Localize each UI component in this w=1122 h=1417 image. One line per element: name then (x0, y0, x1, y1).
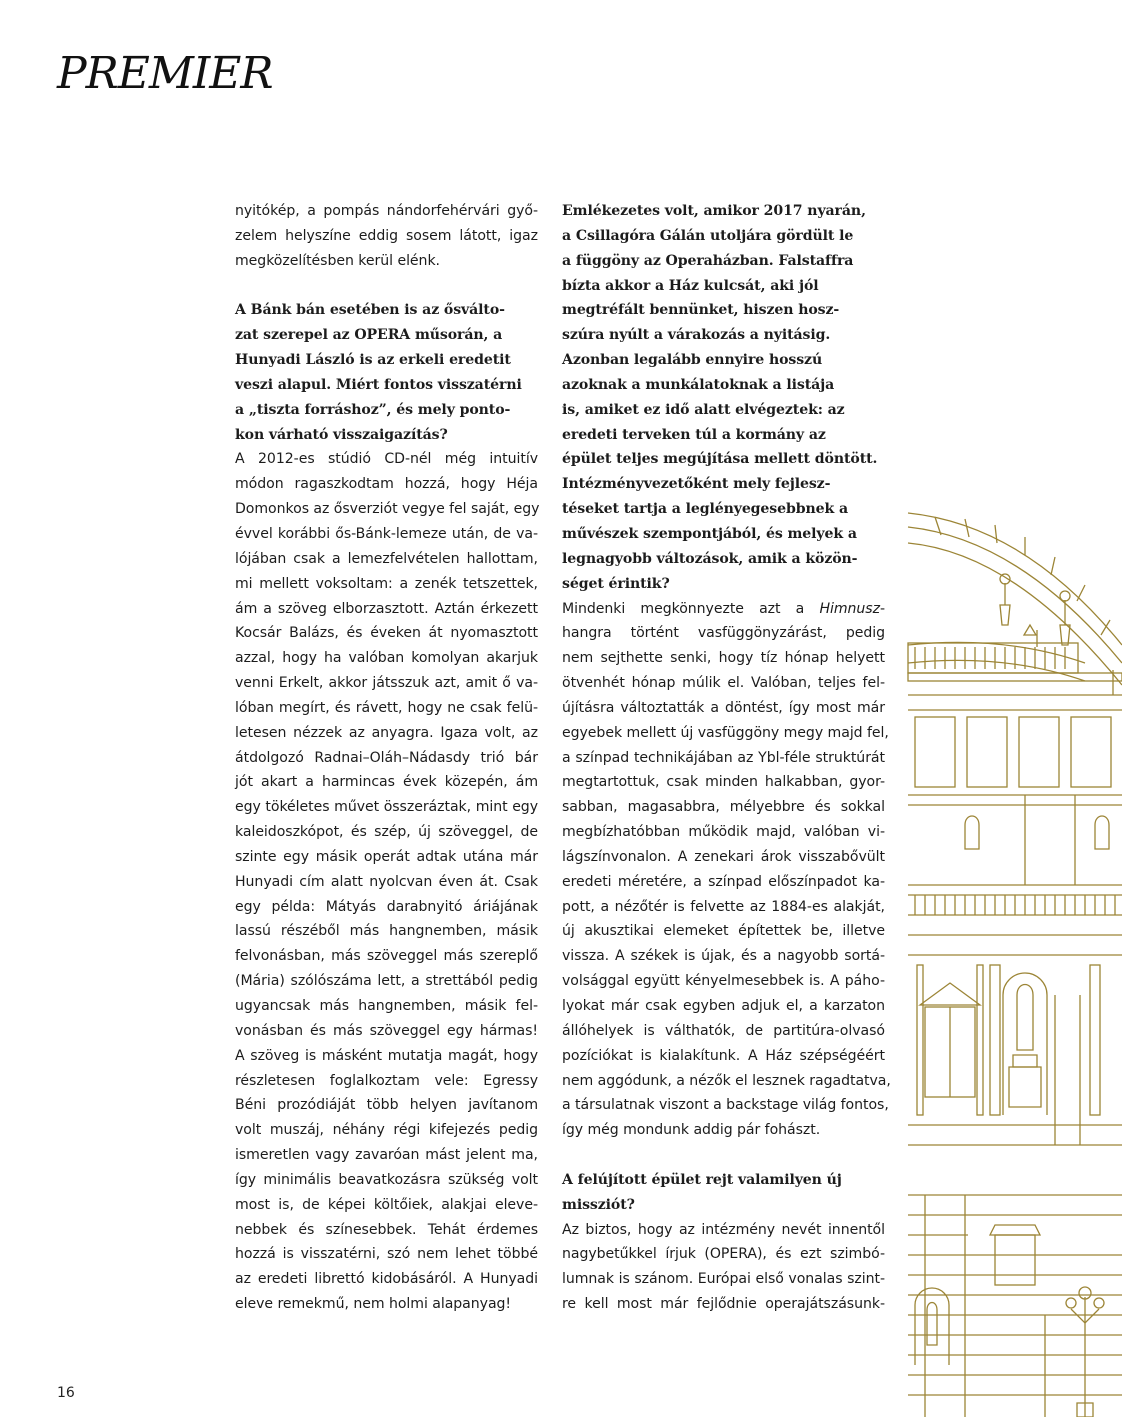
page-number: 16 (57, 1385, 75, 1401)
question-line: megtréfált bennünket, hiszen hosz- (562, 302, 840, 319)
finials (1000, 574, 1113, 695)
text-line: azzal, hogy ha valóban komolyan akarjuk (235, 650, 538, 667)
text-line: letesen nézzek az anyagra. Igaza volt, az (235, 724, 538, 741)
text-line: vonásban és más szöveggel egy hármas! (235, 1022, 538, 1039)
italic-title: Himnusz (819, 600, 880, 617)
question-line: téseket tartja a leglényegesebbnek a (562, 501, 849, 518)
text-line: Béni prozódiáját több helyen javítanom (235, 1097, 538, 1114)
interview-answer (562, 1218, 885, 1317)
interview-question (562, 1168, 885, 1218)
text-line: volt muszáj, néhány régi kifejezés pedig (235, 1122, 538, 1139)
question-line: azoknak a munkálatoknak a listája (562, 376, 835, 393)
text-line: az eredeti librettó kidobásáról. A Hunyadi (235, 1271, 538, 1288)
article-column-left (235, 199, 538, 1317)
text-line: pott, a nézőtér is felvette az 1884-es alakját, (562, 898, 885, 915)
text-line: pozíciókat is kialakítunk. A Ház szépségéért (562, 1047, 885, 1064)
interview-question (235, 298, 538, 447)
text-line: hozzá is visszatérni, szó nem lehet többé (235, 1246, 538, 1263)
text-line: megközelítésben kerül elénk. (235, 252, 440, 269)
text-line: átdolgozó Radnai–Oláh–Nádasdy trió bár (235, 749, 538, 766)
text-line: nem sejthette senki, hogy tíz hónap helyett (562, 650, 885, 667)
question-line: veszi alapul. Miért fontos visszatérni (235, 376, 522, 393)
text-line: a színpad technikájában az Ybl-féle struktúrát (562, 749, 885, 766)
text-line: mi mellett voksoltam: a zenék tetszettek, (235, 575, 538, 592)
text-line: most is, de képei költőiek, alakjai eleve- (235, 1196, 538, 1213)
intro-paragraph (235, 199, 538, 274)
question-line: a Csillagóra Gálán utoljára gördült le (562, 227, 854, 244)
text-line: nagybetűkkel írjuk (OPERA), és ezt szimbó- (562, 1246, 885, 1263)
lower-facade (908, 1125, 1122, 1417)
text-line: hangra történt vasfüggönyzárást, pedig (562, 625, 885, 642)
text-line: megbízhatóbban működik majd, valóban vi- (562, 824, 885, 841)
masthead: PREMIER (57, 48, 273, 99)
text-line: lóban megírt, és rávett, hogy ne csak felü- (235, 699, 538, 716)
text-line: évvel korábbi ős-Bánk-lemeze után, de va- (235, 525, 538, 542)
text-line: állóhelyek is válthatók, de partitúra-olvasó (562, 1022, 885, 1039)
interview-question (562, 199, 885, 597)
interview-answer (235, 447, 538, 1317)
question-line: kon várható visszaigazítás? (235, 426, 448, 443)
text-line: venni Erkelt, akkor játsszuk azt, amit ő va- (235, 675, 538, 692)
question-line: Azonban legalább ennyire hosszú (562, 352, 823, 369)
question-line: Hunyadi László is az erkeli eredetit (235, 352, 511, 369)
text-line: nem aggódunk, a nézők el lesznek ragadtatva, (562, 1072, 891, 1089)
text-line: (Mária) szólószáma lett, a strettából pedig (235, 973, 538, 990)
text-line: nebbek és színesebbek. Tehát érdemes (235, 1221, 538, 1238)
text-line: szinte egy másik operát adtak utána már (235, 848, 538, 865)
text-line: a társulatnak viszont a backstage világ fontos, (562, 1097, 889, 1114)
text-line: így még mondunk addig pár fohászt. (562, 1122, 821, 1139)
text-line: egy tökéletes művet összeráztak, mint egy (235, 799, 538, 816)
text-run: - (879, 600, 885, 617)
question-line: Intézményvezetőként mely fejlesz- (562, 476, 831, 493)
text-line: zelem helyszíne eddig sosem látott, igaz (235, 227, 538, 244)
text-line: Kocsár Balázs, és éveken át nyomasztott (235, 625, 538, 642)
text-line: lassú részéből más hangnemben, másik (235, 923, 538, 940)
question-line: szúra nyúlt a várakozás a nyitásig. (562, 327, 831, 344)
text-line: nyitókép, a pompás nándorfehérvári győ- (235, 203, 538, 219)
text-line: egyebek mellett új vasfüggöny megy majd fel, (562, 724, 889, 741)
text-line (562, 597, 885, 622)
question-line: legnagyobb változások, amik a közön- (562, 550, 858, 567)
question-line: Emlékezetes volt, amikor 2017 nyarán, (562, 203, 866, 219)
question-line: zat szerepel az OPERA műsorán, a (235, 327, 503, 344)
text-line: lyokat már csak egyben adjuk el, a karzaton (562, 998, 885, 1014)
question-line: séget érintik? (562, 575, 670, 592)
text-line: lumnak is szánom. Európai első vonalas szint- (562, 1271, 885, 1288)
text-line: ötvenhét hónap múlik el. Valóban, teljes fel- (562, 675, 885, 692)
question-line: A felújított épület rejt valamilyen új (562, 1171, 842, 1188)
text-line: így minimális beavatkozásra szükség volt (235, 1171, 538, 1188)
text-line: vissza. A székek is újak, és a nagyobb sortá- (562, 948, 885, 965)
statues-frieze (908, 795, 1122, 955)
text-line: Domonkos az ősverziót vegye fel saját, egy (235, 501, 540, 518)
question-line: bízta akkor a Ház kulcsát, aki jól (562, 277, 819, 294)
text-line: lójában csak a lemezfelvételen hallottam, (235, 550, 538, 567)
text-line: eredeti méretére, a színpad előszínpadot ka- (562, 873, 885, 890)
text-line: ugyancsak más hangnemben, másik fel- (235, 998, 538, 1014)
text-line: re kell most már fejlődnie operajátszásunk- (562, 1296, 885, 1313)
question-line: a „tiszta forráshoz”, és mely ponto- (235, 401, 511, 418)
opera-house-illustration (905, 495, 1122, 1417)
text-line: Hunyadi cím alatt nyolcvan éven át. Csak (235, 873, 538, 890)
text-line: új akusztikai elemeket építettek be, illetve (562, 923, 885, 940)
text-line: módon ragaszkodtam hozzá, hogy Héja (235, 476, 538, 493)
text-run: Mindenki megkönnyezte azt a (562, 600, 820, 617)
article-column-right (562, 199, 891, 1317)
street-lamp (1066, 1287, 1104, 1417)
upper-windows (908, 695, 1122, 805)
question-line: épület teljes megújítása mellett döntött. (562, 451, 878, 468)
question-line: a függöny az Operaházban. Falstaffra (562, 252, 854, 269)
text-line: Az biztos, hogy az intézmény nevét innentől (562, 1221, 885, 1238)
text-line: volsággal együtt kényelmesebbek is. A páho- (562, 973, 885, 990)
text-line: lágszínvonalon. A zenekari árok visszabővült (562, 848, 885, 865)
question-line: eredeti terveken túl a kormány az (562, 426, 826, 443)
question-line: missziót? (562, 1196, 635, 1213)
text-line: jót akart a harmincas évek közepén, ám (235, 774, 538, 791)
text-line: egy példa: Mátyás darabnyitó áriájának (235, 898, 538, 915)
niche-statue (1003, 973, 1080, 1145)
question-line: is, amiket ez idő alatt elvégeztek: az (562, 401, 845, 418)
text-line: ám a szöveg elborzasztott. Aztán érkezett (235, 600, 538, 617)
interview-answer (562, 597, 891, 1144)
question-line: művészek szempontjából, és melyek a (562, 525, 857, 542)
text-line: ismeretlen vagy zavaróan mást jelent ma, (235, 1147, 538, 1164)
question-line: A Bánk bán esetében is az ősváltо- (235, 302, 505, 319)
text-line: sabban, magasabbra, mélyebbre és sokkal (562, 799, 885, 816)
text-line: újításra változtatták a döntést, így most már (562, 699, 885, 716)
bottom-niche (915, 1288, 949, 1365)
text-line: felvonásban, más szöveggel más szereplő (235, 948, 538, 965)
text-line: kaleidoszkópot, és szép, új szöveggel, de (235, 824, 538, 841)
text-line: eleve remekmű, nem holmi alapanyag! (235, 1296, 512, 1313)
text-line: A 2012-es stúdió CD-nél még intuitív (235, 451, 538, 468)
text-line: részletesen foglalkoztam vele: Egressy (235, 1072, 538, 1089)
text-line: A szöveg is másként mutatja magát, hogy (235, 1047, 538, 1064)
text-line: megtartottuk, csak minden halkabban, gyor- (562, 774, 885, 791)
